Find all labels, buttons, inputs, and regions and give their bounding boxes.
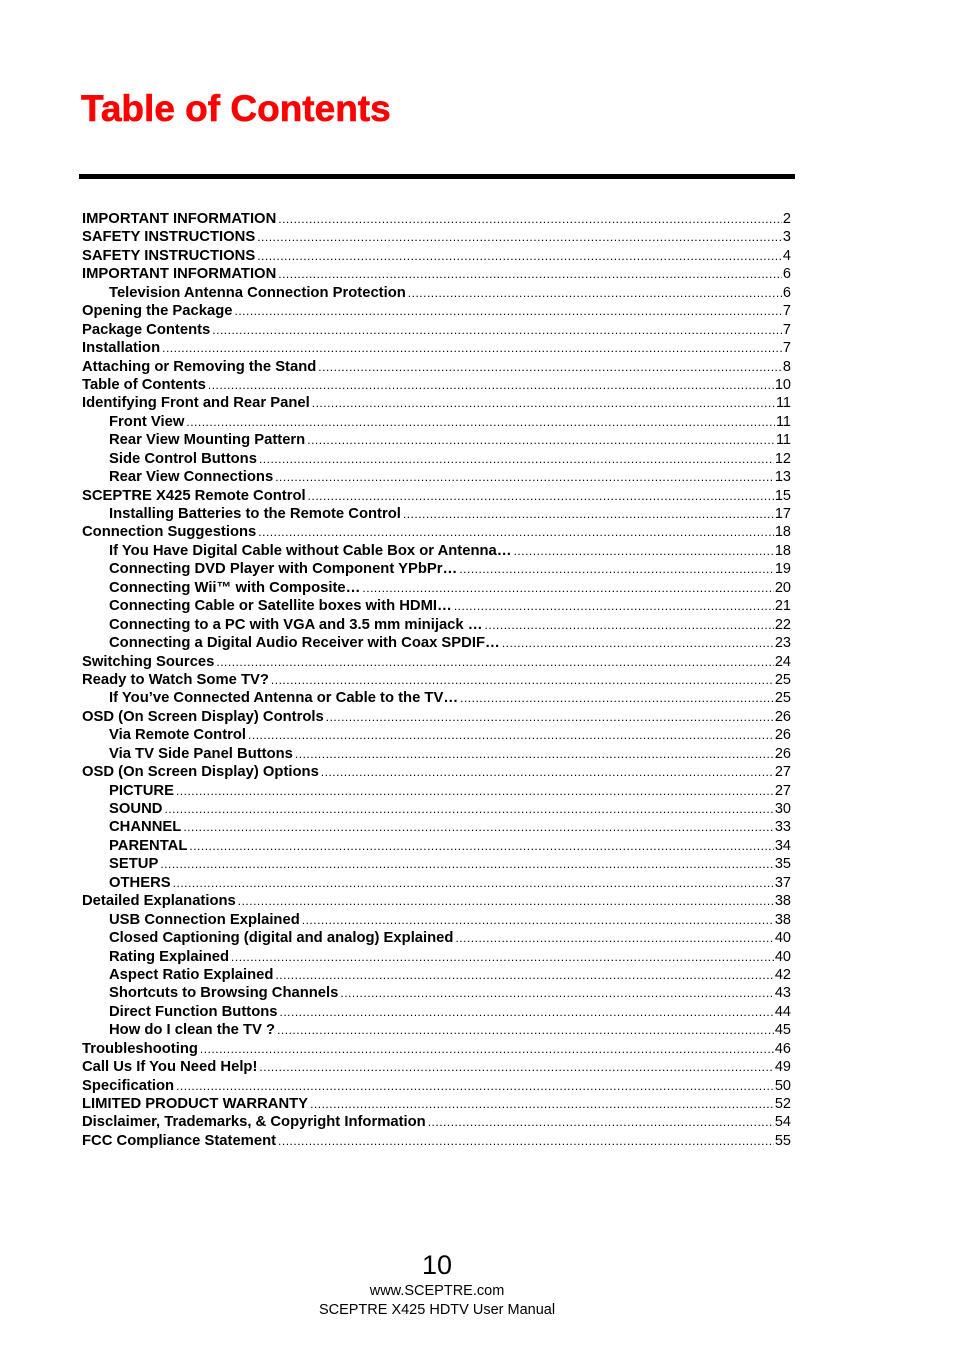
toc-dot-leader xyxy=(454,599,774,613)
toc-entry-page: 7 xyxy=(782,303,791,320)
toc-dot-leader xyxy=(318,360,782,374)
toc-entry-title: LIMITED PRODUCT WARRANTY xyxy=(82,1096,309,1112)
toc-entry-page: 18 xyxy=(774,542,791,559)
toc-entry-page: 37 xyxy=(774,874,791,891)
toc-entry-title: Opening the Package xyxy=(82,303,233,320)
toc-entry-title: How do I clean the TV ? xyxy=(109,1022,276,1039)
toc-entry-page: 50 xyxy=(774,1077,791,1094)
toc-entry[interactable] xyxy=(82,488,791,506)
toc-entry[interactable] xyxy=(82,801,791,819)
toc-entry-page: 7 xyxy=(782,340,791,357)
toc-dot-leader xyxy=(310,1097,774,1111)
toc-entry-title: Rating Explained xyxy=(109,948,230,965)
toc-entry-page: 44 xyxy=(774,1003,791,1020)
toc-entry[interactable] xyxy=(82,1114,791,1132)
toc-dot-leader xyxy=(248,728,774,742)
toc-entry-title: SETUP xyxy=(109,856,159,873)
toc-entry[interactable] xyxy=(82,635,791,653)
toc-dot-leader xyxy=(176,784,774,798)
toc-entry[interactable] xyxy=(82,377,791,395)
toc-entry[interactable] xyxy=(82,1096,791,1114)
toc-entry-title: SAFETY INSTRUCTIONS xyxy=(82,229,256,246)
toc-entry[interactable] xyxy=(82,561,791,579)
toc-entry-page: 54 xyxy=(774,1114,791,1131)
toc-entry-page: 7 xyxy=(782,321,791,338)
toc-entry-page: 34 xyxy=(774,837,791,854)
toc-entry-title: Specification xyxy=(82,1077,175,1094)
toc-entry-title: Shortcuts to Browsing Channels xyxy=(109,985,339,1002)
toc-dot-leader xyxy=(312,396,775,410)
toc-entry-title: Closed Captioning (digital and analog) Explained xyxy=(109,930,454,947)
toc-entry[interactable] xyxy=(82,580,791,598)
toc-dot-leader xyxy=(485,618,774,632)
toc-entry[interactable] xyxy=(82,1133,791,1151)
toc-entry-title: Installing Batteries to the Remote Control xyxy=(109,506,401,522)
toc-entry-title: Call Us If You Need Help! xyxy=(82,1059,258,1076)
toc-entry-page: 11 xyxy=(775,432,791,449)
toc-dot-leader xyxy=(295,747,774,761)
toc-entry-page: 33 xyxy=(774,819,791,836)
toc-entry-page: 6 xyxy=(782,284,791,301)
toc-entry[interactable] xyxy=(82,967,791,985)
toc-entry[interactable] xyxy=(82,229,791,247)
toc-dot-leader xyxy=(259,452,774,466)
toc-entry-title: FCC Compliance Statement xyxy=(82,1132,277,1149)
toc-entry-title: SCEPTRE X425 Remote Control xyxy=(82,487,306,504)
toc-dot-leader xyxy=(362,581,773,595)
toc-entry-page: 8 xyxy=(782,358,791,375)
toc-entry[interactable] xyxy=(82,469,791,487)
toc-entry[interactable] xyxy=(82,543,791,561)
toc-entry-page: 2 xyxy=(782,211,791,227)
toc-entry-page: 11 xyxy=(775,395,791,412)
toc-entry-title: PARENTAL xyxy=(109,837,188,854)
toc-entry[interactable] xyxy=(82,524,791,542)
toc-dot-leader xyxy=(186,415,775,429)
toc-entry-title: IMPORTANT INFORMATION xyxy=(82,211,277,227)
toc-entry[interactable] xyxy=(82,395,791,413)
page-number: 10 xyxy=(421,1250,453,1280)
toc-dot-leader xyxy=(176,1079,774,1093)
toc-dot-leader xyxy=(259,1060,773,1074)
toc-entry-title: IMPORTANT INFORMATION xyxy=(82,266,277,283)
toc-entry-page: 21 xyxy=(774,598,791,615)
toc-dot-leader xyxy=(173,876,774,890)
toc-entry[interactable] xyxy=(82,654,791,672)
toc-dot-leader xyxy=(428,1115,774,1129)
toc-entry-title: Table of Contents xyxy=(82,376,206,393)
toc-entry-page: 23 xyxy=(774,635,791,652)
toc-dot-leader xyxy=(459,562,774,576)
toc-entry-title: Detailed Explanations xyxy=(82,893,236,910)
toc-entry-page: 12 xyxy=(774,450,791,467)
toc-dot-leader xyxy=(275,470,774,484)
toc-entry[interactable] xyxy=(82,506,791,524)
toc-dot-leader xyxy=(278,267,782,281)
toc-dot-leader xyxy=(216,655,773,669)
toc-dot-leader xyxy=(277,1023,774,1037)
toc-entry-title: Connecting DVD Player with Component YPbPr… xyxy=(109,561,458,578)
toc-dot-leader xyxy=(403,507,774,521)
toc-entry-page: 6 xyxy=(782,266,791,283)
toc-dot-leader xyxy=(200,1042,774,1056)
toc-entry-title: Aspect Ratio Explained xyxy=(109,966,274,983)
toc-entry[interactable] xyxy=(82,672,791,690)
toc-dot-leader xyxy=(340,986,773,1000)
toc-entry-page: 27 xyxy=(774,782,791,799)
toc-entry-title: Installation xyxy=(82,340,161,357)
toc-dot-leader xyxy=(160,857,774,871)
toc-entry-page: 27 xyxy=(774,764,791,781)
toc-entry-title: Via TV Side Panel Buttons xyxy=(109,745,293,762)
toc-entry-title: Connecting Wii™ with Composite… xyxy=(109,579,361,596)
toc-entry-title: Front View xyxy=(109,413,185,430)
toc-entry-title: Side Control Buttons xyxy=(109,450,257,467)
toc-dot-leader xyxy=(460,691,774,705)
toc-entry-title: PICTURE xyxy=(109,782,174,799)
toc-entry-title: Identifying Front and Rear Panel xyxy=(82,395,310,412)
toc-entry[interactable] xyxy=(82,303,791,321)
toc-entry[interactable] xyxy=(82,598,791,616)
toc-entry-page: 40 xyxy=(774,948,791,965)
toc-entry[interactable] xyxy=(82,340,791,358)
toc-entry-page: 24 xyxy=(774,653,791,670)
toc-entry[interactable] xyxy=(82,949,791,967)
toc-entry-page: 52 xyxy=(774,1096,791,1112)
toc-dot-leader xyxy=(278,1134,774,1148)
toc-entry-page: 13 xyxy=(774,469,791,486)
toc-entry-page: 22 xyxy=(774,616,791,633)
footer-website: www.SCEPTRE.com xyxy=(369,1283,505,1299)
toc-entry-title: Disclaimer, Trademarks, & Copyright Information xyxy=(82,1114,426,1131)
toc-entry-page: 10 xyxy=(774,376,791,393)
toc-entry[interactable] xyxy=(82,451,791,469)
toc-dot-leader xyxy=(212,323,782,337)
title-divider xyxy=(79,174,795,179)
toc-entry-page: 11 xyxy=(775,413,791,430)
toc-entry[interactable] xyxy=(82,856,791,874)
toc-dot-leader xyxy=(502,636,774,650)
toc-entry[interactable] xyxy=(82,285,791,303)
toc-entry-page: 3 xyxy=(782,229,791,246)
toc-dot-leader xyxy=(307,433,775,447)
toc-dot-leader xyxy=(321,765,774,779)
toc-dot-leader xyxy=(258,525,774,539)
toc-entry[interactable] xyxy=(82,617,791,635)
toc-entry-page: 25 xyxy=(774,671,791,688)
toc-dot-leader xyxy=(238,894,774,908)
toc-entry[interactable] xyxy=(82,266,791,284)
toc-entry-page: 30 xyxy=(774,801,791,817)
toc-entry[interactable] xyxy=(82,359,791,377)
toc-entry[interactable] xyxy=(82,1022,791,1040)
toc-entry[interactable] xyxy=(82,690,791,708)
toc-entry-page: 25 xyxy=(774,690,791,707)
toc-entry-page: 15 xyxy=(774,487,791,504)
toc-entry[interactable] xyxy=(82,764,791,782)
toc-dot-leader xyxy=(455,931,773,945)
toc-entry-title: Troubleshooting xyxy=(82,1040,198,1057)
toc-entry-page: 20 xyxy=(774,579,791,596)
toc-entry-title: Television Antenna Connection Protection xyxy=(109,284,406,301)
toc-entry[interactable] xyxy=(82,930,791,948)
toc-entry-title: CHANNEL xyxy=(109,819,182,836)
toc-entry[interactable] xyxy=(82,875,791,893)
toc-entry-page: 40 xyxy=(774,930,791,947)
toc-entry-title: SOUND xyxy=(109,801,163,817)
toc-entry[interactable] xyxy=(82,727,791,745)
toc-dot-leader xyxy=(257,230,782,244)
toc-dot-leader xyxy=(183,820,774,834)
toc-entry-title: Connecting a Digital Audio Receiver with Coax SPDIF… xyxy=(109,635,500,652)
toc-entry-title: If You Have Digital Cable without Cable Box or Antenna… xyxy=(109,542,512,559)
toc-entry[interactable] xyxy=(82,893,791,911)
toc-entry-page: 4 xyxy=(782,247,791,264)
toc-entry-title: OSD (On Screen Display) Options xyxy=(82,764,319,781)
toc-entry-page: 35 xyxy=(774,856,791,873)
toc-dot-leader xyxy=(514,544,774,558)
toc-entry-page: 18 xyxy=(774,524,791,541)
toc-entry-page: 45 xyxy=(774,1022,791,1039)
toc-entry-page: 42 xyxy=(774,966,791,983)
toc-entry-title: Rear View Mounting Pattern xyxy=(109,432,306,449)
toc-entry[interactable] xyxy=(82,322,791,340)
toc-entry[interactable] xyxy=(82,1078,791,1096)
toc-entry[interactable] xyxy=(82,1004,791,1022)
toc-entry[interactable] xyxy=(82,1059,791,1077)
toc-entry[interactable] xyxy=(82,211,791,229)
toc-entry-title: Via Remote Control xyxy=(109,727,247,744)
footer-manual-title: SCEPTRE X425 HDTV User Manual xyxy=(318,1302,556,1318)
toc-dot-leader xyxy=(408,286,782,300)
toc-entry-page: 26 xyxy=(774,745,791,762)
toc-dot-leader xyxy=(271,673,774,687)
toc-entry[interactable] xyxy=(82,414,791,432)
toc-entry-title: Package Contents xyxy=(82,321,211,338)
toc-dot-leader xyxy=(275,968,773,982)
toc-dot-leader xyxy=(302,913,774,927)
toc-entry-page: 26 xyxy=(774,727,791,744)
toc-entry-title: Rear View Connections xyxy=(109,469,274,486)
toc-entry-title: OTHERS xyxy=(109,874,171,891)
toc-entry-title: Connection Suggestions xyxy=(82,524,257,541)
toc-entry-page: 43 xyxy=(774,985,791,1002)
toc-entry-title: Switching Sources xyxy=(82,653,215,670)
toc-entry[interactable] xyxy=(82,432,791,450)
toc-entry-title: If You’ve Connected Antenna or Cable to the TV… xyxy=(109,690,459,707)
toc-entry[interactable] xyxy=(82,746,791,764)
toc-entry-title: Connecting Cable or Satellite boxes with HDMI… xyxy=(109,598,452,615)
toc-entry-title: USB Connection Explained xyxy=(109,911,300,928)
toc-entry-page: 17 xyxy=(774,506,791,522)
toc-entry-page: 55 xyxy=(774,1132,791,1149)
toc-dot-leader xyxy=(189,839,773,853)
toc-dot-leader xyxy=(280,1005,774,1019)
page-title: Table of Contents xyxy=(81,88,391,129)
toc-entry-title: Attaching or Removing the Stand xyxy=(82,358,317,375)
toc-entry-page: 38 xyxy=(774,911,791,928)
toc-dot-leader xyxy=(234,304,781,318)
toc-entry[interactable] xyxy=(82,783,791,801)
toc-dot-leader xyxy=(308,489,774,503)
toc-dot-leader xyxy=(231,950,774,964)
toc-entry[interactable] xyxy=(82,709,791,727)
toc-entry-title: SAFETY INSTRUCTIONS xyxy=(82,247,256,264)
toc-entry[interactable] xyxy=(82,912,791,930)
toc-dot-leader xyxy=(162,341,782,355)
toc-entry-page: 49 xyxy=(774,1059,791,1076)
toc-entry-page: 46 xyxy=(774,1040,791,1057)
toc-entry[interactable] xyxy=(82,248,791,266)
toc-entry[interactable] xyxy=(82,819,791,837)
toc-entry-page: 19 xyxy=(774,561,791,578)
toc-entry-page: 38 xyxy=(774,893,791,910)
toc-dot-leader xyxy=(257,249,782,263)
toc-entry[interactable] xyxy=(82,838,791,856)
toc-entry[interactable] xyxy=(82,1041,791,1059)
toc-dot-leader xyxy=(208,378,774,392)
toc-entry[interactable] xyxy=(82,985,791,1003)
table-of-contents xyxy=(82,211,791,1151)
toc-dot-leader xyxy=(326,710,774,724)
toc-dot-leader xyxy=(164,802,773,816)
toc-entry-title: Ready to Watch Some TV? xyxy=(82,671,269,688)
toc-entry-title: Connecting to a PC with VGA and 3.5 mm minijack … xyxy=(109,616,483,633)
toc-entry-page: 26 xyxy=(774,708,791,725)
toc-entry-title: OSD (On Screen Display) Controls xyxy=(82,708,324,725)
toc-entry-title: Direct Function Buttons xyxy=(109,1003,278,1020)
toc-dot-leader xyxy=(278,212,782,226)
